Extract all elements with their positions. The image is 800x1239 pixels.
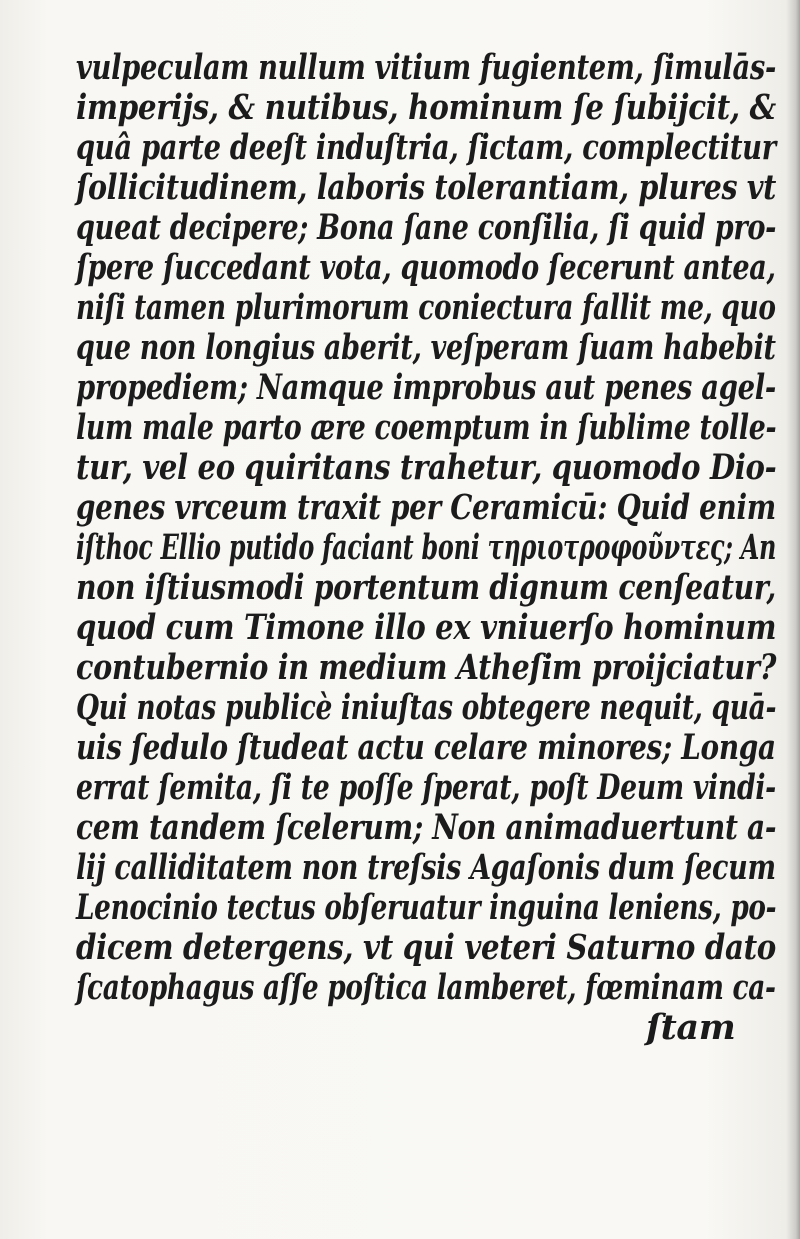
text-line: quod cum Timone illo ex vniuerſo hominum <box>76 607 777 648</box>
text-line: cem tandem ſcelerum; Non animaduertunt a- <box>76 807 777 848</box>
text-line: genes vrceum traxit per Ceramicū: Quid enim <box>76 487 776 528</box>
page-body-text <box>76 48 796 1048</box>
text-line: imperijs, & nutibus, hominum ſe ſubijcit, & <box>76 87 776 128</box>
text-line: que non longius aberit, veſperam ſuam habebit <box>76 327 776 368</box>
text-line: lij calliditatem non treſsis Agaſonis dum ſecum <box>76 847 776 888</box>
text-line: tur, vel eo quiritans trahetur, quomodo Dio- <box>76 447 777 488</box>
text-line: quâ parte deeſt induſtria, ſictam, complectitur <box>76 127 776 168</box>
text-line: vulpeculam nullum vitium fugientem, ſimulās- <box>76 47 776 88</box>
text-line: uis ſedulo ſtudeat actu celare minores; Longa <box>76 727 776 768</box>
text-line: queat decipere; Bona ſane conſilia, ſi quid pro- <box>76 207 777 248</box>
text-line: ſtam <box>646 1007 736 1048</box>
text-line: ſcatophagus aſſe poſtica lamberet, fœminam ca- <box>76 967 776 1008</box>
text-line: ſpere ſuccedant vota, quomodo ſecerunt antea, <box>76 247 776 288</box>
text-line: Lenocinio tectus obſeruatur inguina leniens, po- <box>76 887 777 928</box>
text-line: propediem; Namque improbus aut penes agel- <box>76 367 776 408</box>
text-line: lum male parto ære coemptum in ſublime tolle- <box>76 407 777 448</box>
text-line: ſollicitudinem, laboris tolerantiam, plures vt <box>76 167 776 208</box>
text-line: contubernio in medium Atheſim proijciatur? <box>76 647 777 688</box>
text-line: Qui notas publicè iniuſtas obtegere nequit, quā- <box>76 687 777 728</box>
text-line: iſthoc Ellio putido faciant boni τηριοτροφοῦντες; An <box>76 527 777 568</box>
text-line: niſi tamen plurimorum coniectura fallit me, quo <box>76 287 776 328</box>
text-line: non iſtiusmodi portentum dignum cenſeatur, <box>76 567 776 608</box>
text-line: dicem detergens, vt qui veteri Saturno dato <box>76 927 776 968</box>
text-line: errat ſemita, ſi te poſſe ſperat, poſt Deum vindi- <box>76 767 776 808</box>
